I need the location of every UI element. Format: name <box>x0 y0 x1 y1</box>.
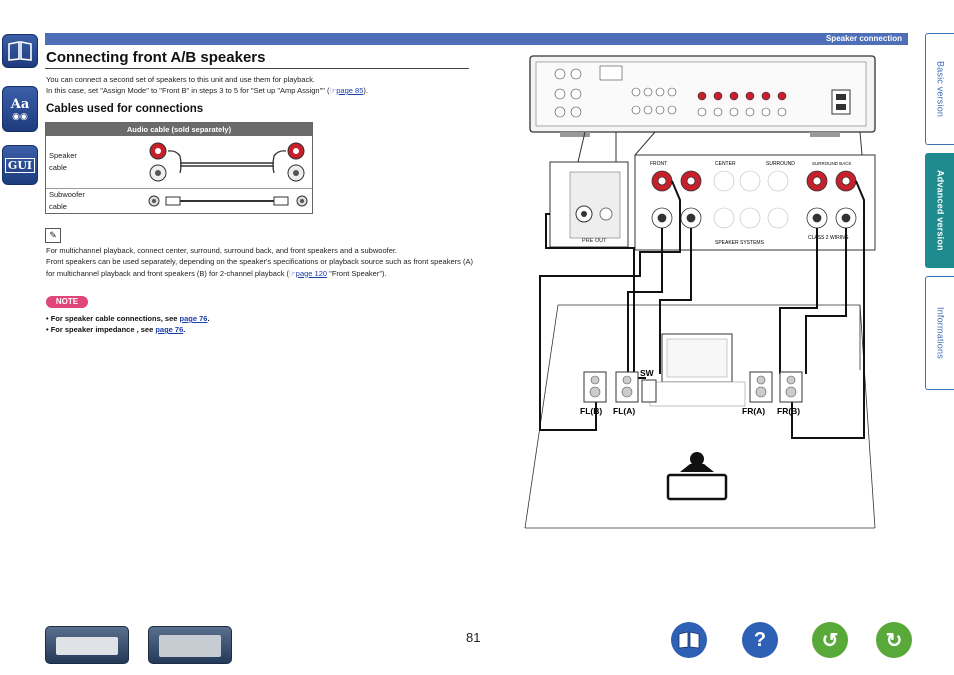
speaker-cable-label: Speaker cable <box>49 151 77 172</box>
front-panel-button[interactable] <box>45 626 129 664</box>
contents-book-icon[interactable] <box>2 34 38 68</box>
tab-basic-version[interactable]: Basic version <box>925 33 954 145</box>
pre-out-label: PRE OUT <box>582 238 607 244</box>
speaker-cable-illustration <box>146 136 312 188</box>
back-arrow-icon: ↺ <box>821 629 839 652</box>
subwoofer-cable-row <box>46 188 312 214</box>
terminal-label-front: FRONT <box>650 161 668 167</box>
cables-subheading: Cables used for connections <box>46 103 204 115</box>
link-page-76[interactable]: page 76 <box>155 325 184 334</box>
subwoofer-cable-illustration <box>146 189 312 215</box>
link-page-76[interactable]: page 76 <box>179 314 208 323</box>
terminal-label-surround: SURROUND <box>766 161 795 167</box>
speaker-systems-label: SPEAKER SYSTEMS <box>715 240 764 246</box>
intro-text: You can connect a second set of speakers to this unit and use them for playback. In this case, set "Assign Mode" to "Front B" in steps 3 to 5 for "Set up "Amp Assign"" (☞page 85). <box>46 75 368 95</box>
forward-arrow-icon: ↻ <box>885 629 903 652</box>
ref-icon: ☞ <box>329 86 337 95</box>
terminal-label-surround-back: SURROUND BACK <box>812 161 852 166</box>
tab-informations[interactable]: Informations <box>925 276 954 390</box>
speaker-label-fr-b: FR(B) <box>777 406 801 416</box>
pre-out-zoom <box>550 162 628 247</box>
note-list <box>46 313 210 335</box>
tab-advanced-version[interactable]: Advanced version <box>925 153 954 268</box>
page-number: 81 <box>466 630 481 645</box>
book-nav-button[interactable] <box>671 622 707 658</box>
title-divider <box>45 68 469 69</box>
speaker-label-fr-a: FR(A) <box>742 406 766 416</box>
note-item: • For speaker cable connections, see page 76. <box>46 314 210 323</box>
cable-table-header: Audio cable (sold separately) <box>46 123 312 136</box>
pencil-icon: ✎ <box>45 228 61 243</box>
back-button[interactable] <box>812 622 848 658</box>
listener-icon <box>668 452 726 499</box>
book-icon <box>677 631 701 649</box>
tv-icon <box>650 334 745 406</box>
class-2-wiring-label: CLASS 2 WIRING <box>808 235 849 241</box>
ref-icon: ☞ <box>289 268 296 278</box>
index-aa-icon[interactable]: Aa ◉◉ <box>2 86 38 132</box>
section-header-bar <box>45 33 908 45</box>
link-page-85[interactable]: page 85 <box>336 86 364 95</box>
connection-diagram <box>520 52 880 532</box>
body-text: For multichannel playback, connect center, surround, surround back, and front speakers and a subwoofer. Front speakers can be used separately, depending on the speaker's specifications or playback source such as front speakers (A) for multichannel playback and front speakers (B) for 2-channel playback (☞page 120 "Front Speaker"). <box>46 246 473 278</box>
gui-icon[interactable]: GUI <box>2 145 38 185</box>
link-page-120[interactable]: page 120 <box>295 268 328 278</box>
forward-button[interactable] <box>876 622 912 658</box>
terminal-label-center: CENTER <box>715 161 736 167</box>
speaker-cable-row <box>46 136 312 188</box>
note-item: • For speaker impedance , see page 76. <box>46 325 186 334</box>
rear-panel-button[interactable] <box>148 626 232 664</box>
note-badge: NOTE <box>46 296 88 308</box>
receiver-rear-panel <box>530 56 875 137</box>
sw-label: SW <box>640 368 654 378</box>
page-title: Connecting front A/B speakers <box>46 49 266 66</box>
help-button[interactable] <box>742 622 778 658</box>
speaker-terminals-zoom <box>635 155 875 250</box>
speaker-label-fl-b: FL(B) <box>580 406 603 416</box>
subwoofer-cable-label: Subwoofer cable <box>49 190 85 211</box>
cable-table <box>45 122 313 214</box>
section-name: Speaker connection <box>825 34 902 43</box>
question-icon: ? <box>753 628 767 651</box>
speaker-label-fl-a: FL(A) <box>613 406 636 416</box>
